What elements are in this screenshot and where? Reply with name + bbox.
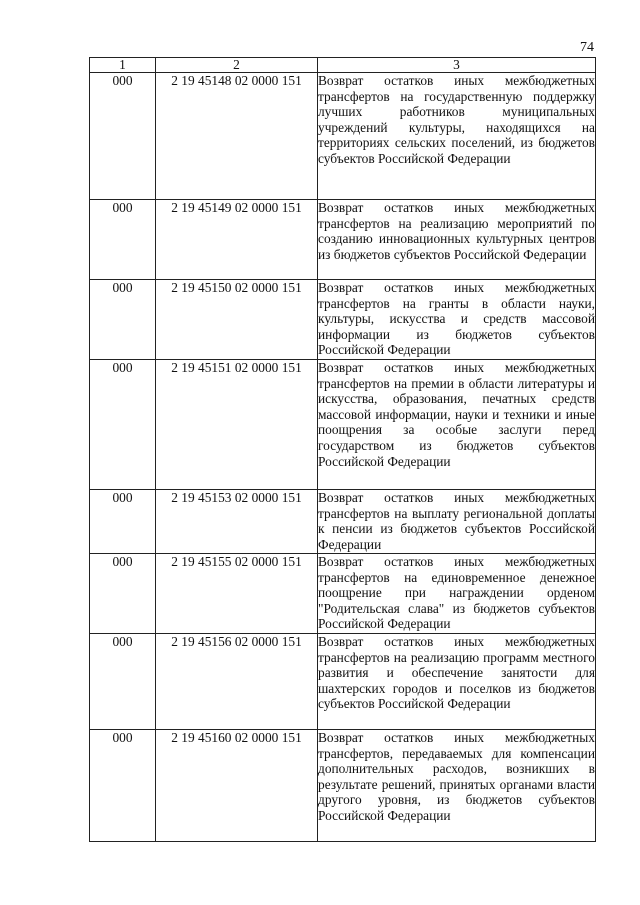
- budget-classification-table: [89, 57, 596, 842]
- budget-code-cell: 2 19 45150 02 0000 151: [156, 280, 318, 360]
- admin-code-cell: 000: [90, 490, 156, 554]
- table-row: [90, 73, 596, 200]
- column-header-2: 2: [156, 58, 318, 73]
- budget-code-cell: 2 19 45148 02 0000 151: [156, 73, 318, 200]
- description-cell: Возврат остатков иных межбюджетных трансфертов на единовременное денежное поощрение при награждении орденом "Родительская слава" из бюджетов субъектов Российской Федерации: [318, 554, 596, 634]
- description-cell: Возврат остатков иных межбюджетных трансфертов на реализацию программ местного развития и обеспечение занятости для шахтерских городов и поселков из бюджетов субъектов Российской Федерации: [318, 634, 596, 730]
- page-number: 74: [580, 40, 594, 55]
- column-header-3: 3: [318, 58, 596, 73]
- admin-code-cell: 000: [90, 634, 156, 730]
- description-cell: Возврат остатков иных межбюджетных трансфертов на государственную поддержку лучших работников муниципальных учреждений культуры, находящихся на территориях сельских поселений, из бюджетов субъектов Российской Федерации: [318, 73, 596, 200]
- description-cell: Возврат остатков иных межбюджетных трансфертов на премии в области литературы и искусства, образования, печатных средств массовой информации, науки и техники и иные поощрения за особые заслуги перед государством из бюджетов субъектов Российской Федерации: [318, 360, 596, 490]
- budget-code-cell: 2 19 45153 02 0000 151: [156, 490, 318, 554]
- admin-code-cell: 000: [90, 360, 156, 490]
- admin-code-cell: 000: [90, 730, 156, 842]
- admin-code-cell: 000: [90, 200, 156, 280]
- budget-code-cell: 2 19 45160 02 0000 151: [156, 730, 318, 842]
- table-row: [90, 634, 596, 730]
- table-row: [90, 200, 596, 280]
- budget-code-cell: 2 19 45151 02 0000 151: [156, 360, 318, 490]
- table-header-row: [90, 58, 596, 73]
- table-row: [90, 554, 596, 634]
- description-cell: Возврат остатков иных межбюджетных трансфертов, передаваемых для компенсации дополнительных расходов, возникших в результате решений, принятых органами власти другого уровня, из бюджетов субъектов Российской Федерации: [318, 730, 596, 842]
- admin-code-cell: 000: [90, 280, 156, 360]
- budget-code-cell: 2 19 45156 02 0000 151: [156, 634, 318, 730]
- table-row: [90, 360, 596, 490]
- description-cell: Возврат остатков иных межбюджетных трансфертов на гранты в области науки, культуры, искусства и средств массовой информации из бюджетов субъектов Российской Федерации: [318, 280, 596, 360]
- admin-code-cell: 000: [90, 554, 156, 634]
- table-row: [90, 730, 596, 842]
- admin-code-cell: 000: [90, 73, 156, 200]
- description-cell: Возврат остатков иных межбюджетных трансфертов на реализацию мероприятий по созданию инновационных культурных центров из бюджетов субъектов Российской Федерации: [318, 200, 596, 280]
- description-cell: Возврат остатков иных межбюджетных трансфертов на выплату региональной доплаты к пенсии из бюджетов субъектов Российской Федерации: [318, 490, 595, 552]
- budget-code-cell: 2 19 45155 02 0000 151: [156, 554, 318, 634]
- column-header-1: 1: [90, 58, 156, 73]
- table-row: [90, 490, 596, 554]
- budget-code-cell: 2 19 45149 02 0000 151: [156, 200, 318, 280]
- table-row: [90, 280, 596, 360]
